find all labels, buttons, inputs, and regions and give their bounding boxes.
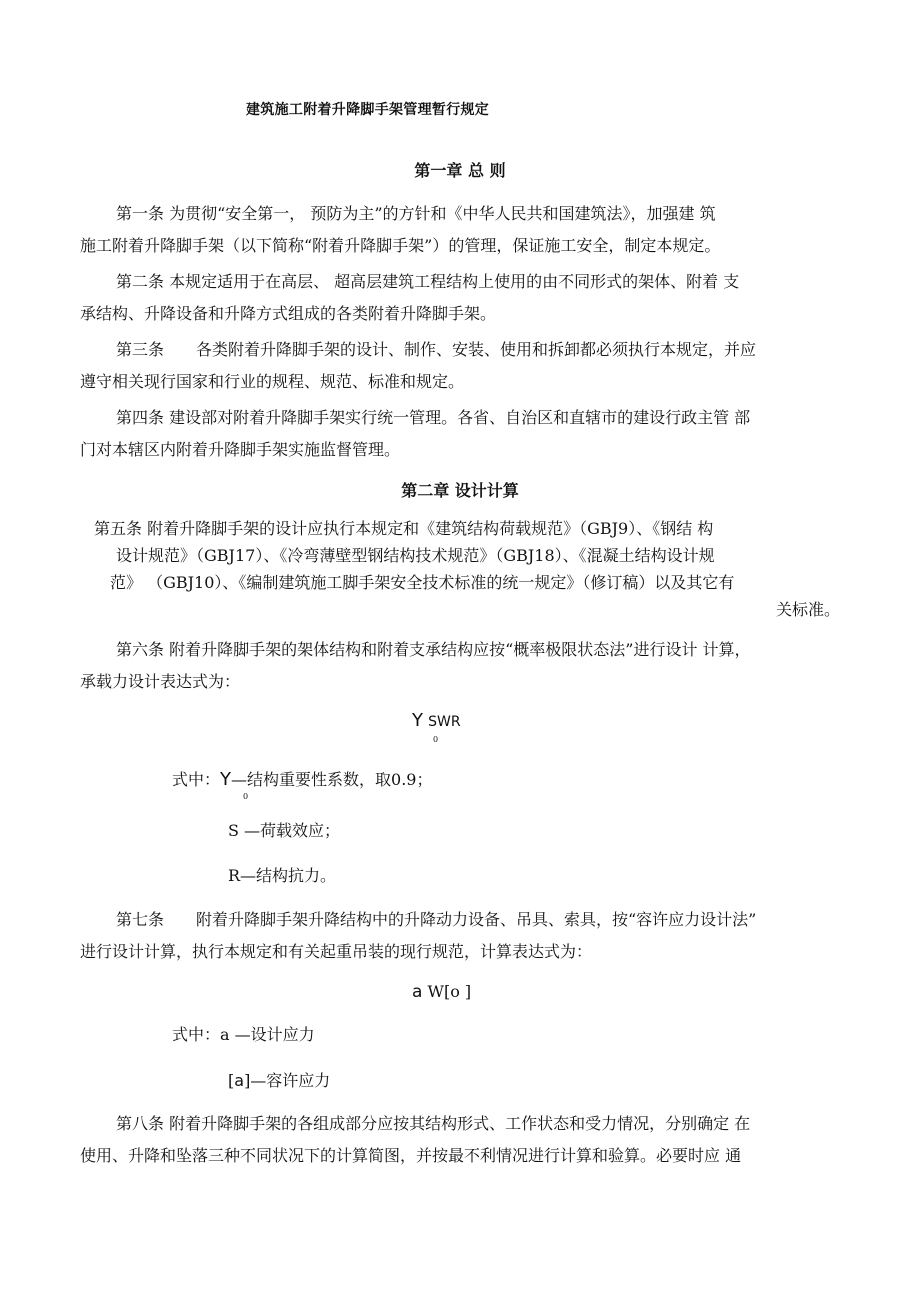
article-7-line-1: 第七条 附着升降脚手架升降结构中的升降动力设备、吊具、索具，按“容许应力设计法” xyxy=(116,910,757,929)
article-6 xyxy=(80,634,852,698)
formula-1-where-s: S —荷载效应； xyxy=(228,821,341,840)
formula-1-expression: SWR xyxy=(428,714,461,730)
formula-1-where-r: R—结构抗力。 xyxy=(228,866,337,885)
article-8 xyxy=(80,1108,852,1172)
document-title: 建筑施工附着升降脚手架管理暂行规定 xyxy=(246,102,490,118)
allowable-description: ]—容许应力 xyxy=(244,1071,331,1090)
article-6-line-1: 第六条 附着升降脚手架的架体结构和附着支承结构应按“概率极限状态法”进行设计 计算， xyxy=(116,640,751,659)
formula-1-where-gamma xyxy=(172,767,432,790)
formula-2-where-allowable xyxy=(228,1068,330,1091)
article-6-line-2: 承载力设计表达式为： xyxy=(80,672,241,691)
chapter-2-heading: 第二章 设计计算 xyxy=(401,481,519,500)
article-8-line-1: 第八条 附着升降脚手架的各组成部分应按其结构形式、工作状态和受力情况，分别确定 在 xyxy=(116,1114,751,1133)
article-7-line-2: 进行设计计算，执行本规定和有关起重吊装的现行规范，计算表达式为： xyxy=(80,942,593,961)
where-label-2: 式中： xyxy=(172,1025,221,1044)
article-5-line-1: 第五条 附着升降脚手架的设计应执行本规定和《建筑结构荷载规范》（GBJ9）、《钢结 构 xyxy=(94,519,714,538)
article-5-line-4: 关标准。 xyxy=(775,600,840,619)
article-1-line-2: 施工附着升降脚手架（以下简称“附着升降脚手架”）的管理，保证施工安全，制定本规定。 xyxy=(80,236,721,255)
chapter-1-heading: 第一章 总 则 xyxy=(414,161,506,180)
allowable-bracket: [ xyxy=(228,1071,235,1090)
where-label: 式中： xyxy=(172,770,221,789)
article-2-line-2: 承结构、升降设备和升降方式组成的各类附着升降脚手架。 xyxy=(80,304,497,323)
article-8-line-2: 使用、升降和坠落三种不同状况下的计算简图，并按最不利情况进行计算和验算。必要时应 通 xyxy=(80,1146,742,1165)
sigma-description: a —设计应力 xyxy=(220,1025,315,1044)
formula-2 xyxy=(412,982,471,1002)
formula-1-subscript: 0 xyxy=(433,735,439,744)
article-5-line-2: 设计规范》（GBJ17）、《冷弯薄壁型钢结构技术规范》（GBJ18）、《混凝土结构设计规 xyxy=(116,546,715,565)
gamma-subscript: 0 xyxy=(243,792,249,801)
article-3-line-1: 第三条 各类附着升降脚手架的设计、制作、安装、使用和拆卸都必须执行本规定，并应 xyxy=(116,340,757,359)
article-2 xyxy=(80,266,852,330)
article-7 xyxy=(80,904,852,968)
article-5 xyxy=(80,515,852,623)
allowable-symbol: a xyxy=(234,1071,245,1090)
formula-1-gamma: Y xyxy=(412,710,423,731)
gamma-symbol: Y xyxy=(220,769,232,790)
article-5-line-3: 范》 （GBJ10）、《编制建筑施工脚手架安全技术标准的统一规定》（修订稿）以及其它有 xyxy=(110,573,735,592)
article-2-line-1: 第二条 本规定适用于在高层、 超高层建筑工程结构上使用的由不同形式的架体、附着 支 xyxy=(116,272,740,291)
article-4-line-2: 门对本辖区内附着升降脚手架实施监督管理。 xyxy=(80,440,401,459)
article-3 xyxy=(80,334,852,398)
article-4 xyxy=(80,402,852,466)
formula-1 xyxy=(412,710,461,731)
formula-2-sigma: a xyxy=(412,982,423,1002)
article-1 xyxy=(80,198,852,262)
article-4-line-1: 第四条 建设部对附着升降脚手架实行统一管理。各省、自治区和直辖市的建设行政主管 部 xyxy=(116,408,751,427)
formula-2-where-sigma xyxy=(172,1022,315,1045)
formula-2-expression: W[o ] xyxy=(427,982,472,1001)
article-3-line-2: 遵守相关现行国家和行业的规程、规范、标准和规定。 xyxy=(80,372,465,391)
article-1-line-1: 第一条 为贯彻“安全第一， 预防为主”的方针和《中华人民共和国建筑法》，加强建 筑 xyxy=(116,204,716,223)
gamma-description: —结构重要性系数，取0.9； xyxy=(231,770,433,789)
